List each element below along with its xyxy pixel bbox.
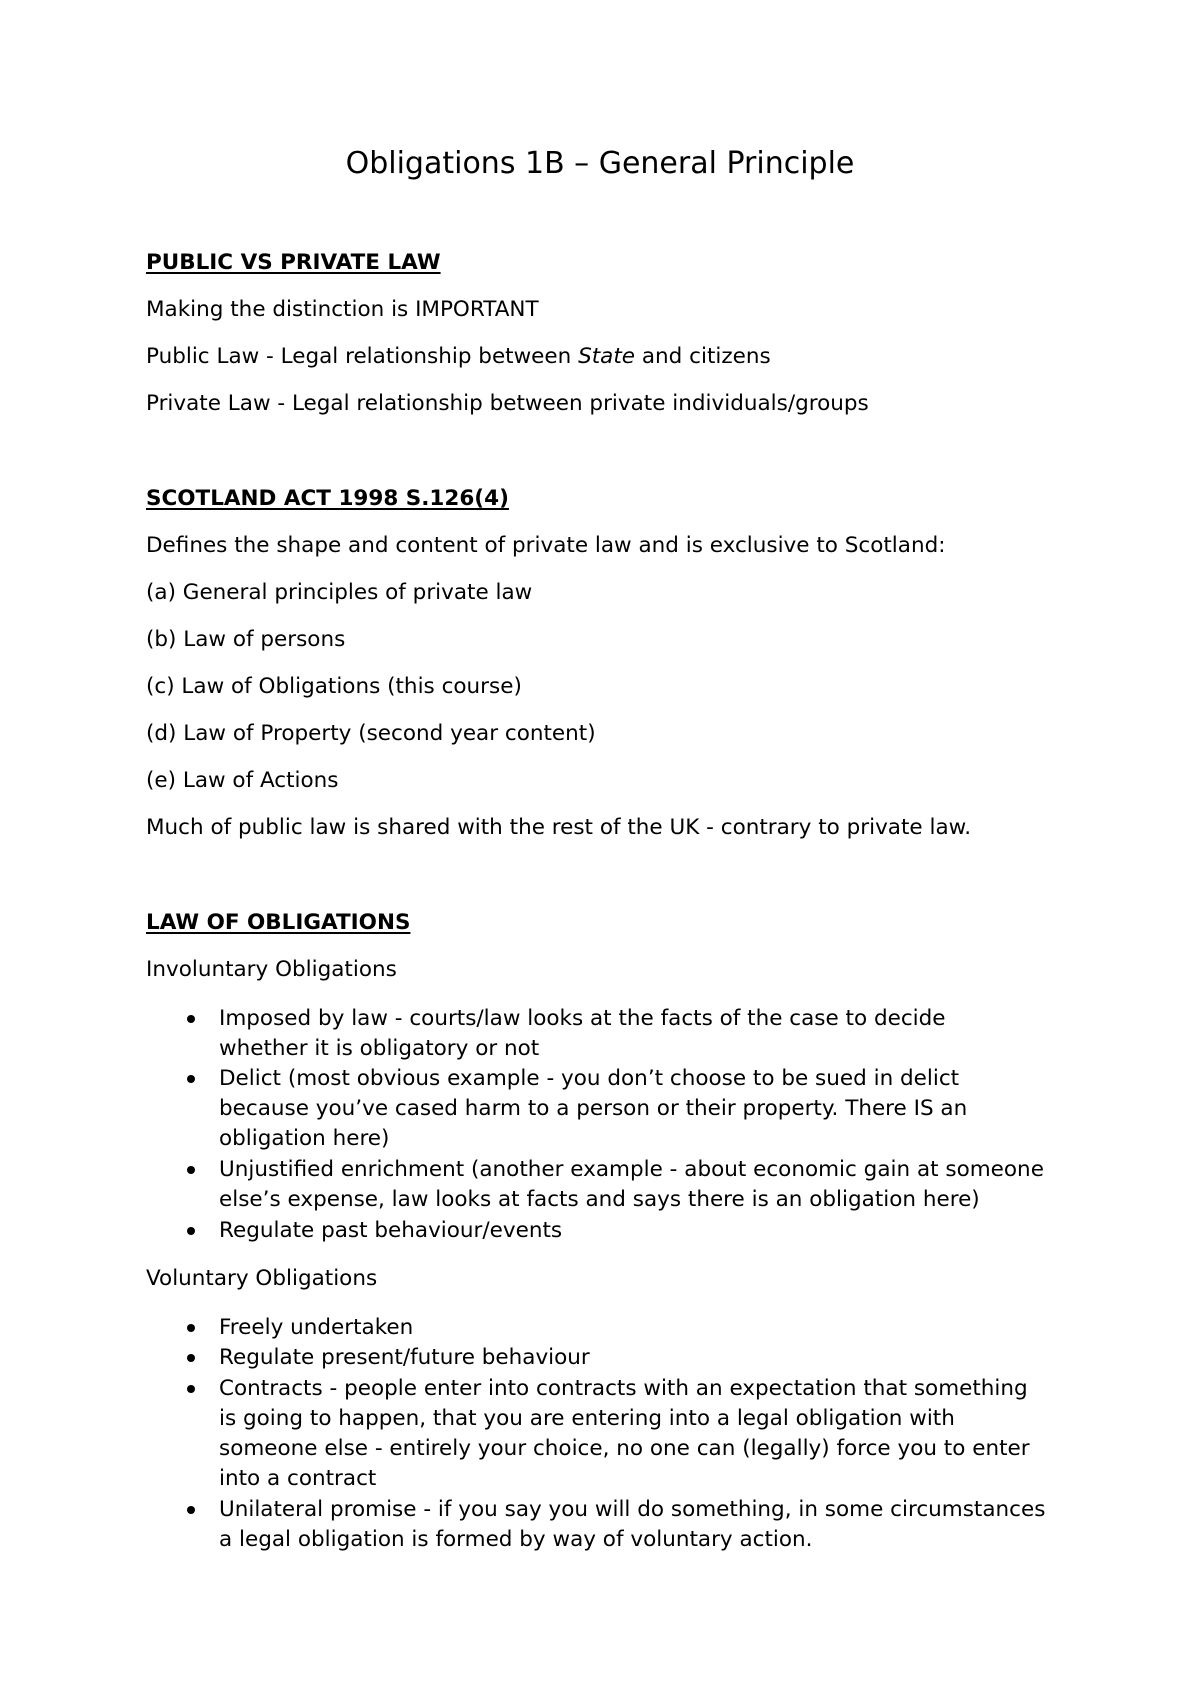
subheading-involuntary: Involuntary Obligations	[146, 957, 397, 982]
paragraph-line	[146, 342, 771, 372]
page-title: Obligations 1B – General Principle	[345, 146, 855, 181]
bullet-text-line: Unjustified enrichment (another example - about economic gain at someone	[219, 1157, 1044, 1182]
section-heading-public-private: PUBLIC VS PRIVATE LAW	[146, 250, 441, 275]
bullet-icon	[187, 1227, 195, 1235]
section-heading-law-of-obligations: LAW OF OBLIGATIONS	[146, 910, 411, 935]
bullet-text-line: Imposed by law - courts/law looks at the facts of the case to decide	[219, 1006, 946, 1031]
list-item: (b) Law of persons	[146, 627, 346, 652]
paragraph-line: Making the distinction is IMPORTANT	[146, 297, 539, 322]
bullet-text-line: because you’ve cased harm to a person or their property. There IS an	[219, 1096, 968, 1121]
paragraph-line: Defines the shape and content of private law and is exclusive to Scotland:	[146, 533, 946, 558]
bullet-text-line: is going to happen, that you are entering into a legal obligation with	[219, 1406, 955, 1431]
bullet-text-line: Unilateral promise - if you say you will do something, in some circumstances	[219, 1497, 1046, 1522]
paragraph-line: Private Law - Legal relationship between private individuals/groups	[146, 391, 869, 416]
bullet-icon	[187, 1354, 195, 1362]
subheading-voluntary: Voluntary Obligations	[146, 1266, 378, 1291]
text-run: Public Law - Legal relationship between	[146, 344, 579, 369]
bullet-text-line: Regulate past behaviour/events	[219, 1218, 563, 1243]
list-item: (a) General principles of private law	[146, 580, 533, 605]
bullet-icon	[187, 1075, 195, 1083]
section-heading-scotland-act: SCOTLAND ACT 1998 S.126(4)	[146, 486, 509, 511]
bullet-icon	[187, 1015, 195, 1023]
bullet-icon	[187, 1506, 195, 1514]
list-item: (e) Law of Actions	[146, 768, 339, 793]
bullet-text-line: a legal obligation is formed by way of voluntary action.	[219, 1527, 813, 1552]
list-item: (c) Law of Obligations (this course)	[146, 674, 522, 699]
bullet-text-line: someone else - entirely your choice, no one can (legally) force you to enter	[219, 1436, 1030, 1461]
bullet-text-line: Contracts - people enter into contracts with an expectation that something	[219, 1376, 1028, 1401]
bullet-text-line: obligation here)	[219, 1126, 390, 1151]
bullet-text-line: into a contract	[219, 1466, 377, 1491]
bullet-text-line: Freely undertaken	[219, 1315, 414, 1340]
emphasis-text: State	[578, 344, 636, 369]
bullet-text-line: whether it is obligatory or not	[219, 1036, 540, 1061]
bullet-text-line: Delict (most obvious example - you don’t choose to be sued in delict	[219, 1066, 960, 1091]
bullet-icon	[187, 1166, 195, 1174]
bullet-icon	[187, 1385, 195, 1393]
list-item: (d) Law of Property (second year content)	[146, 721, 596, 746]
bullet-text-line: else’s expense, law looks at facts and says there is an obligation here)	[219, 1187, 980, 1212]
bullet-icon	[187, 1324, 195, 1332]
bullet-text-line: Regulate present/future behaviour	[219, 1345, 590, 1370]
text-run: and citizens	[635, 344, 771, 369]
paragraph-line: Much of public law is shared with the rest of the UK - contrary to private law.	[146, 815, 972, 840]
